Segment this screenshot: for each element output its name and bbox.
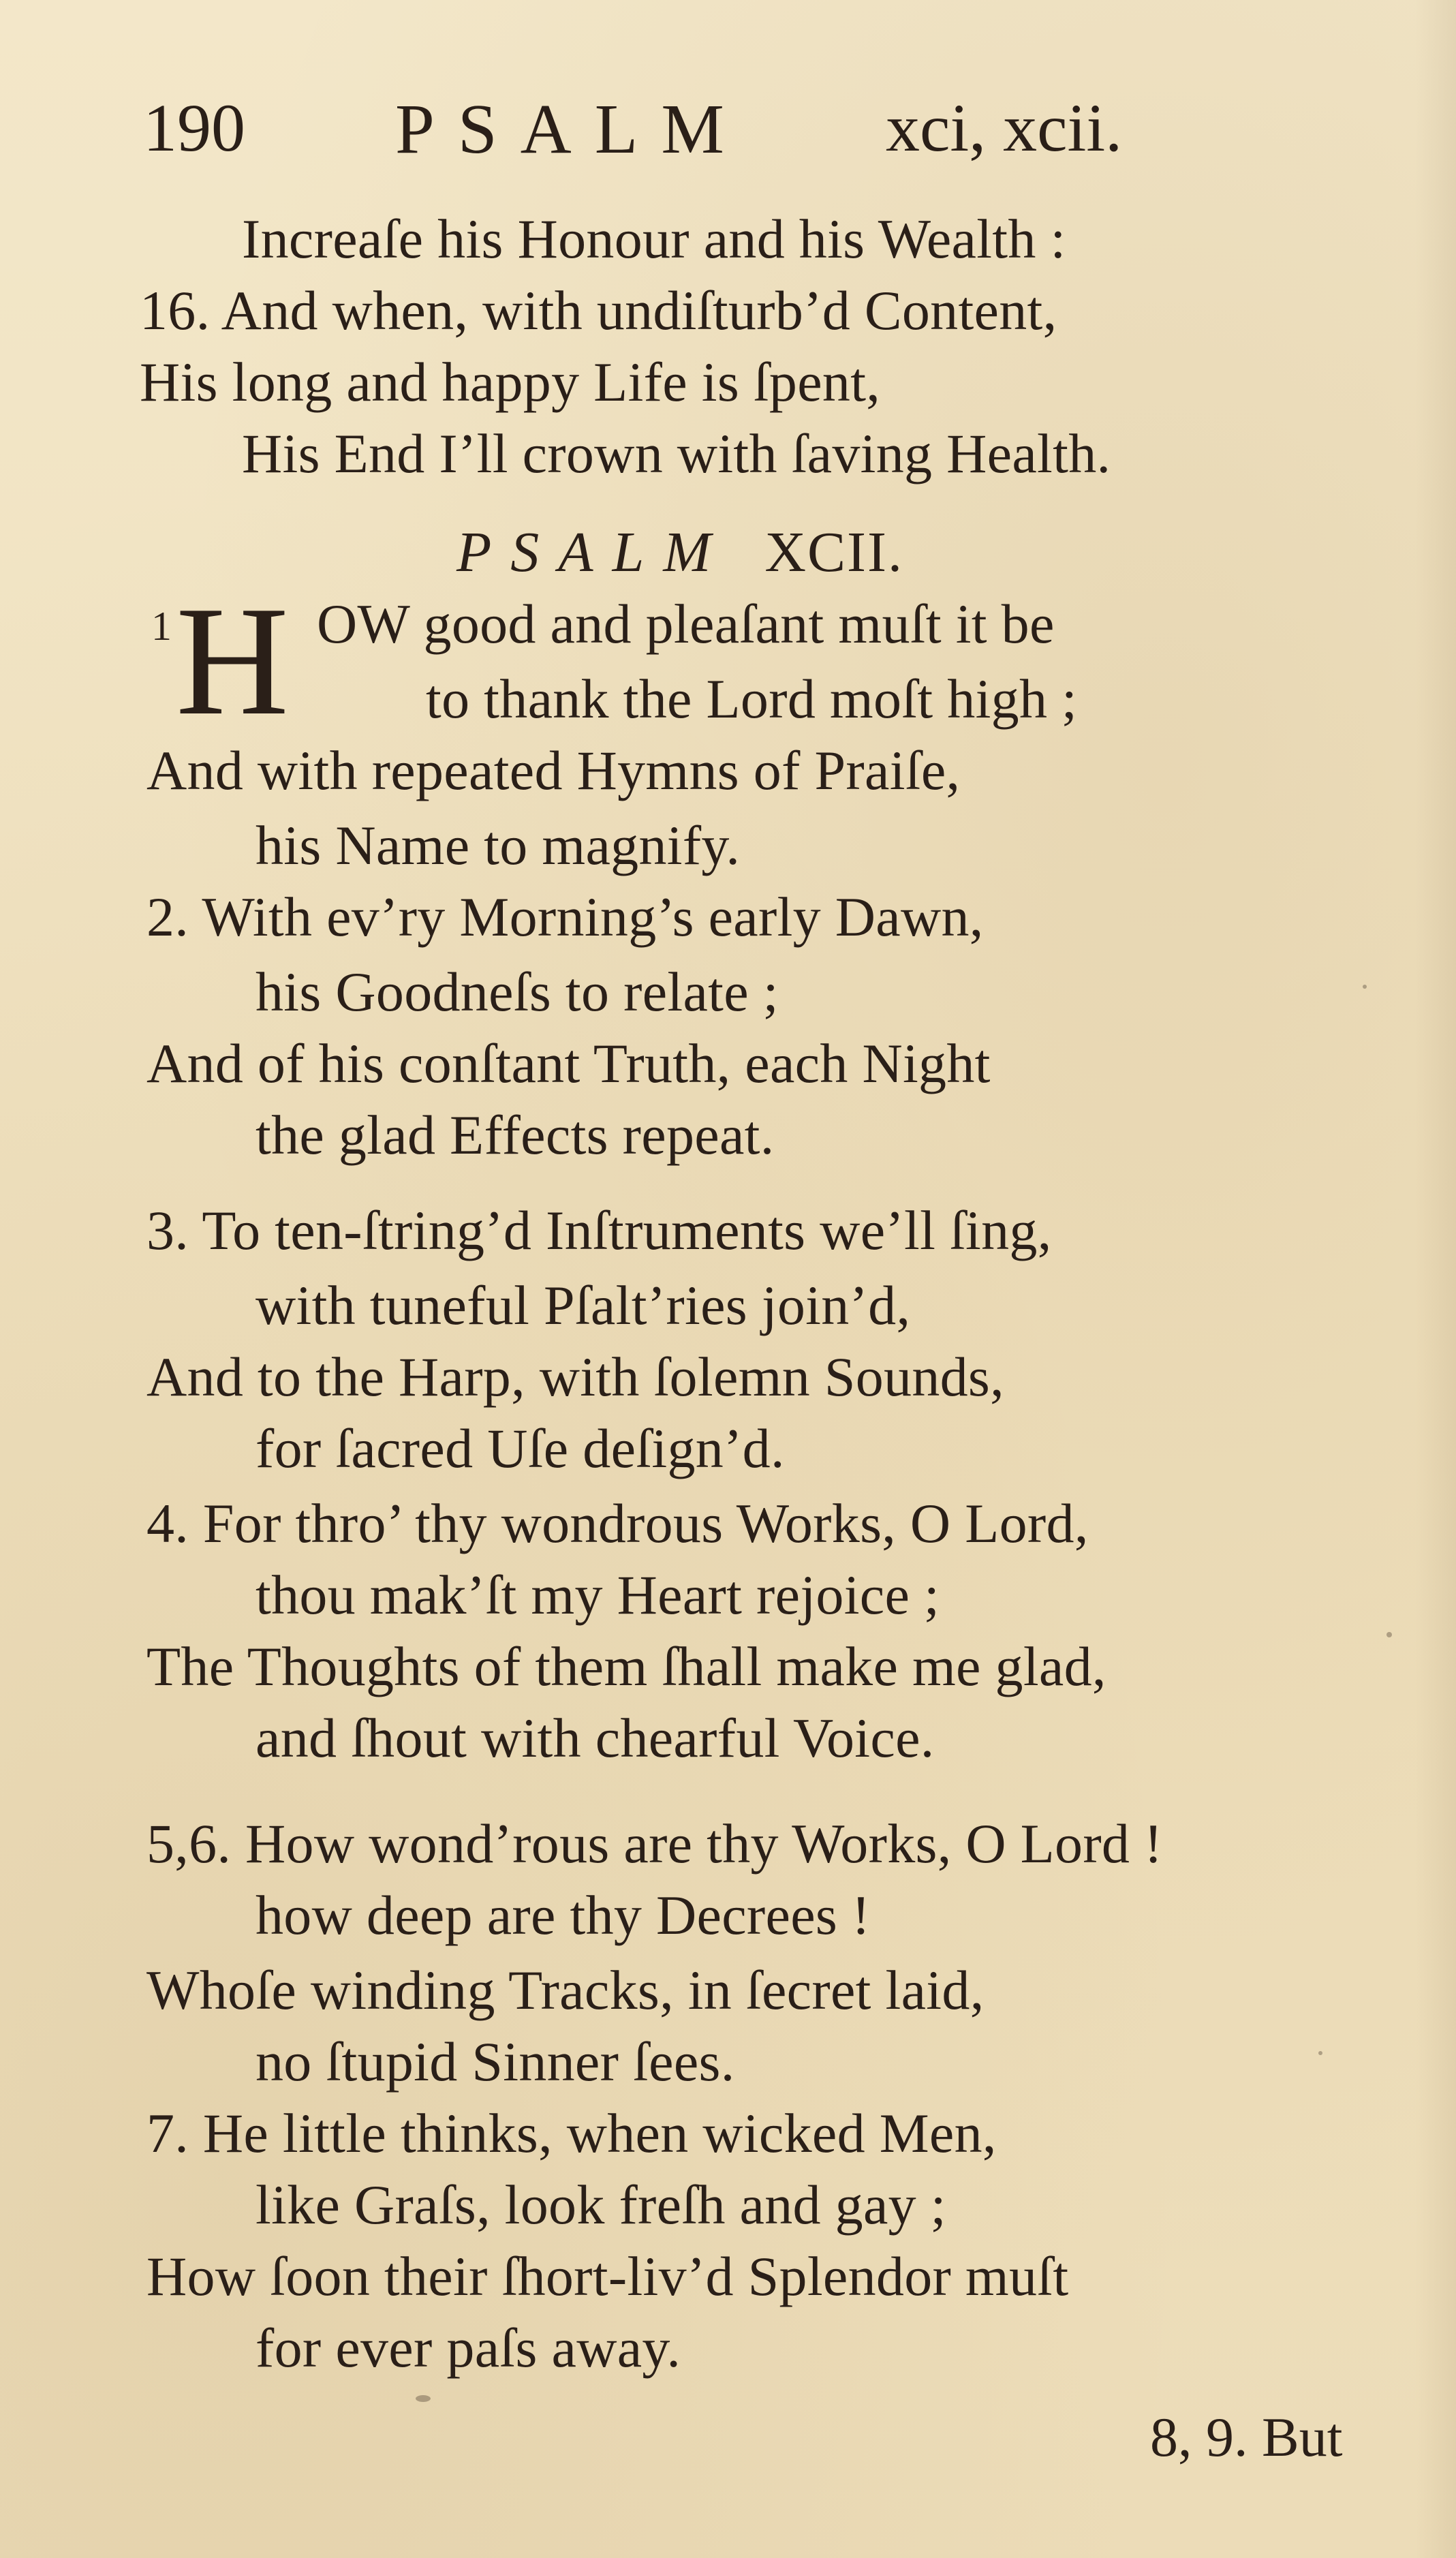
verse-line: the glad Effects repeat. [255,1104,775,1166]
verse-line: 4. For thro’ thy wondrous Works, O Lord, [146,1492,1089,1554]
ink-speck [1363,985,1367,989]
page-edge-shadow [1415,0,1456,2558]
verse-line: 2. With ev’ry Morning’s early Dawn, [146,886,984,948]
verse-line: his Name to magnify. [255,814,741,876]
verse-line: 16. And when, with undiſturb’d Content, [140,279,1057,341]
verse-line: and ſhout with chearful Voice. [255,1707,935,1769]
verse-line: His End I’ll crown with ſaving Health. [242,422,1111,484]
verse-line: to thank the Lord moſt high ; [426,668,1078,730]
verse-line: Increaſe his Honour and his Wealth : [242,208,1066,270]
page-number: 190 [143,90,245,166]
verse-line: Whoſe winding Tracks, in ſecret laid, [146,1959,985,2021]
verse-line: 7. He little thinks, when wicked Men, [146,2102,997,2164]
verse-line: How ſoon their ſhort-liv’d Splendor muſt [146,2245,1069,2307]
psalm-heading [456,519,903,585]
verse-line: with tuneful Pſalt’ries join’d, [255,1274,911,1336]
verse-line: And to the Harp, with ſolemn Sounds, [146,1346,1004,1408]
catchword: 8, 9. But [1150,2406,1343,2468]
verse-line: his Goodneſs to relate ; [255,961,779,1023]
ink-speck [1318,2051,1322,2055]
header-psalm-numbers: xci, xcii. [886,90,1123,166]
psalm-heading-number: XCII. [764,521,903,584]
verse-line: His long and happy Life is ſpent, [140,351,881,413]
verse-line: And with repeated Hymns of Praiſe, [146,739,961,801]
ink-speck [1387,1632,1392,1637]
verse-line: for ever paſs away. [255,2317,681,2379]
psalm-heading-word: PSALM [456,521,730,584]
verse-line: how deep are thy Decrees ! [255,1884,871,1946]
ink-speck [416,2395,431,2402]
verse-number: 1 [151,604,172,649]
verse-line: for ſacred Uſe deſign’d. [255,1417,785,1479]
verse-line: 3. To ten-ſtring’d Inſtruments we’ll ſing, [146,1199,1052,1261]
verse-line: 5,6. How wond’rous are thy Works, O Lord ! [146,1813,1163,1875]
verse-line: And of his conſtant Truth, each Night [146,1032,991,1094]
verse-line: The Thoughts of them ſhall make me glad, [146,1635,1106,1697]
header-title: PSALM [395,90,747,168]
verse-line: no ſtupid Sinner ſees. [255,2031,735,2093]
verse-line: like Graſs, look freſh and gay ; [255,2174,946,2236]
verse-line: thou mak’ſt my Heart rejoice ; [255,1564,940,1626]
verse-line: OW good and pleaſant muſt it be [317,593,1055,655]
running-header [143,89,1315,170]
drop-cap: H [176,574,290,748]
